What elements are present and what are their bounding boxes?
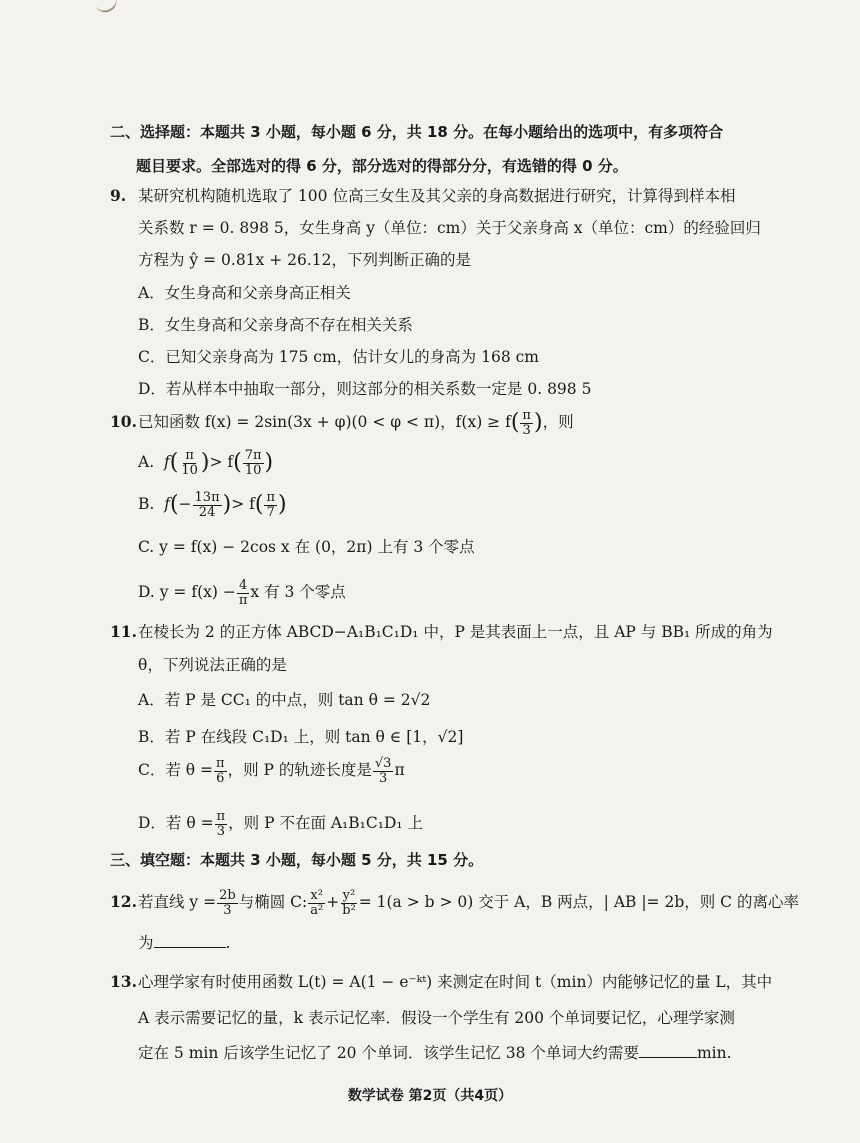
q10-option-b: B. f(− $\frac{13\pi}{24}$ )> f( $\frac{\pi}{7}$ ) (138, 489, 287, 520)
q10-option-a: A. f( $\frac{\pi}{10}$ )> f( $\frac{7\pi}{10}$ ) (138, 447, 274, 478)
q9-stem-line3: 方程为 ŷ = 0.81x + 26.12，下列判断正确的是 (138, 251, 471, 269)
q11-option-b: B．若 P 在线段 C₁D₁ 上，则 tan θ ∈ [1，√2] (138, 728, 464, 746)
q13-stem-line1: 心理学家有时使用函数 L(t) = A(1 − e⁻ᵏᵗ) 来测定在时间 t（min）内能够记忆的量 L，其中 (138, 973, 773, 991)
q9-stem-line1: 某研究机构随机选取了 100 位高三女生及其父亲的身高数据进行研究，计算得到样本相 (138, 187, 736, 205)
q11-stem (110, 622, 773, 642)
q9-option-c: C．已知父亲身高为 175 cm，估计女儿的身高为 168 cm (138, 348, 539, 366)
q11-stem-line2: θ，下列说法正确的是 (138, 656, 287, 674)
page-footer: 数学试卷 第2页（共4页） (347, 1088, 513, 1104)
q9-number: 9. (110, 186, 127, 205)
section3-title: 三、填空题：本题共 3 小题，每小题 5 分，共 15 分。 (110, 851, 484, 869)
q10-number: 10. (110, 412, 137, 431)
q9-option-d: D．若从样本中抽取一部分，则这部分的相关系数一定是 0. 898 5 (138, 380, 592, 398)
q9-stem (110, 186, 735, 206)
q9-stem-line2: 关系数 r = 0. 898 5，女生身高 y（单位：cm）关于父亲身高 x（单位：cm）的经验回归 (138, 219, 761, 237)
q11-option-c: C．若 θ = $\frac{\pi}{6}$ ，则 P 的轨迹长度是 $\frac{√3}{3}$ π (138, 755, 405, 786)
q9-option-a: A．女生身高和父亲身高正相关 (138, 284, 351, 302)
page-corner-mark (95, 0, 120, 15)
q10-option-c: C. y = f(x) − 2cos x 在 (0，2π) 上有 3 个零点 (138, 538, 475, 556)
q13-number: 13. (110, 972, 137, 991)
section2-title-line1: 二、选择题：本题共 3 小题，每小题 6 分，共 18 分。在每小题给出的选项中，有多项符合 (110, 123, 724, 141)
q11-stem-line1: 在棱长为 2 的正方体 ABCD−A₁B₁C₁D₁ 中，P 是其表面上一点，且 AP 与 BB₁ 所成的角为 (138, 623, 773, 641)
q11-option-d: D．若 θ = $\frac{\pi}{3}$ ，则 P 不在面 A₁B₁C₁D₁ 上 (138, 808, 424, 839)
q10-option-d: D. y = f(x) − $\frac{4}{\pi}$ x 有 3 个零点 (138, 577, 346, 608)
q10-stem-b: ，则 (542, 413, 574, 431)
q12-answer-blank[interactable] (154, 947, 226, 948)
q12-number: 12. (110, 892, 137, 911)
q13-stem-line3: 定在 5 min 后该学生记忆了 20 个单词．该学生记忆 38 个单词大约需要 min. (138, 1044, 732, 1062)
q13-answer-blank[interactable] (639, 1057, 697, 1058)
q13-stem (110, 972, 772, 992)
q10-stem-a: 已知函数 f(x) = 2sin(3x + φ)(0 < φ < π)，f(x) ≥ f (138, 413, 511, 431)
q12-stem-line2: 为 . (138, 934, 231, 952)
q10-stem-fraction: $\frac{\pi}{3}$ (522, 407, 531, 438)
q11-option-a: A．若 P 是 CC₁ 的中点，则 tan θ = 2√2 (138, 691, 431, 709)
section2-title-line2: 题目要求。全部选对的得 6 分，部分选对的得部分分，有选错的得 0 分。 (136, 157, 628, 175)
q11-number: 11. (110, 622, 137, 641)
q13-stem-line2: A 表示需要记忆的量，k 表示记忆率．假设一个学生有 200 个单词要记忆，心理学家测 (138, 1009, 735, 1027)
q10-stem: 10.已知函数 f(x) = 2sin(3x + φ)(0 < φ < π)，f(x) ≥ f( $\frac{\pi}{3}$ )，则 (110, 405, 574, 440)
q12-stem: 12.若直线 y = $\frac{2b}{3}$ 与椭圆 C: $\frac{\text{x²}}{\text{a²}}$ + $\frac{\text{y²}}{\text{b²}}$ = 1(a > b > 0) 交于 A，B 两点，| AB |= 2b，则 C 的离心率 (110, 885, 799, 919)
q9-option-b: B．女生身高和父亲身高不存在相关关系 (138, 316, 413, 334)
